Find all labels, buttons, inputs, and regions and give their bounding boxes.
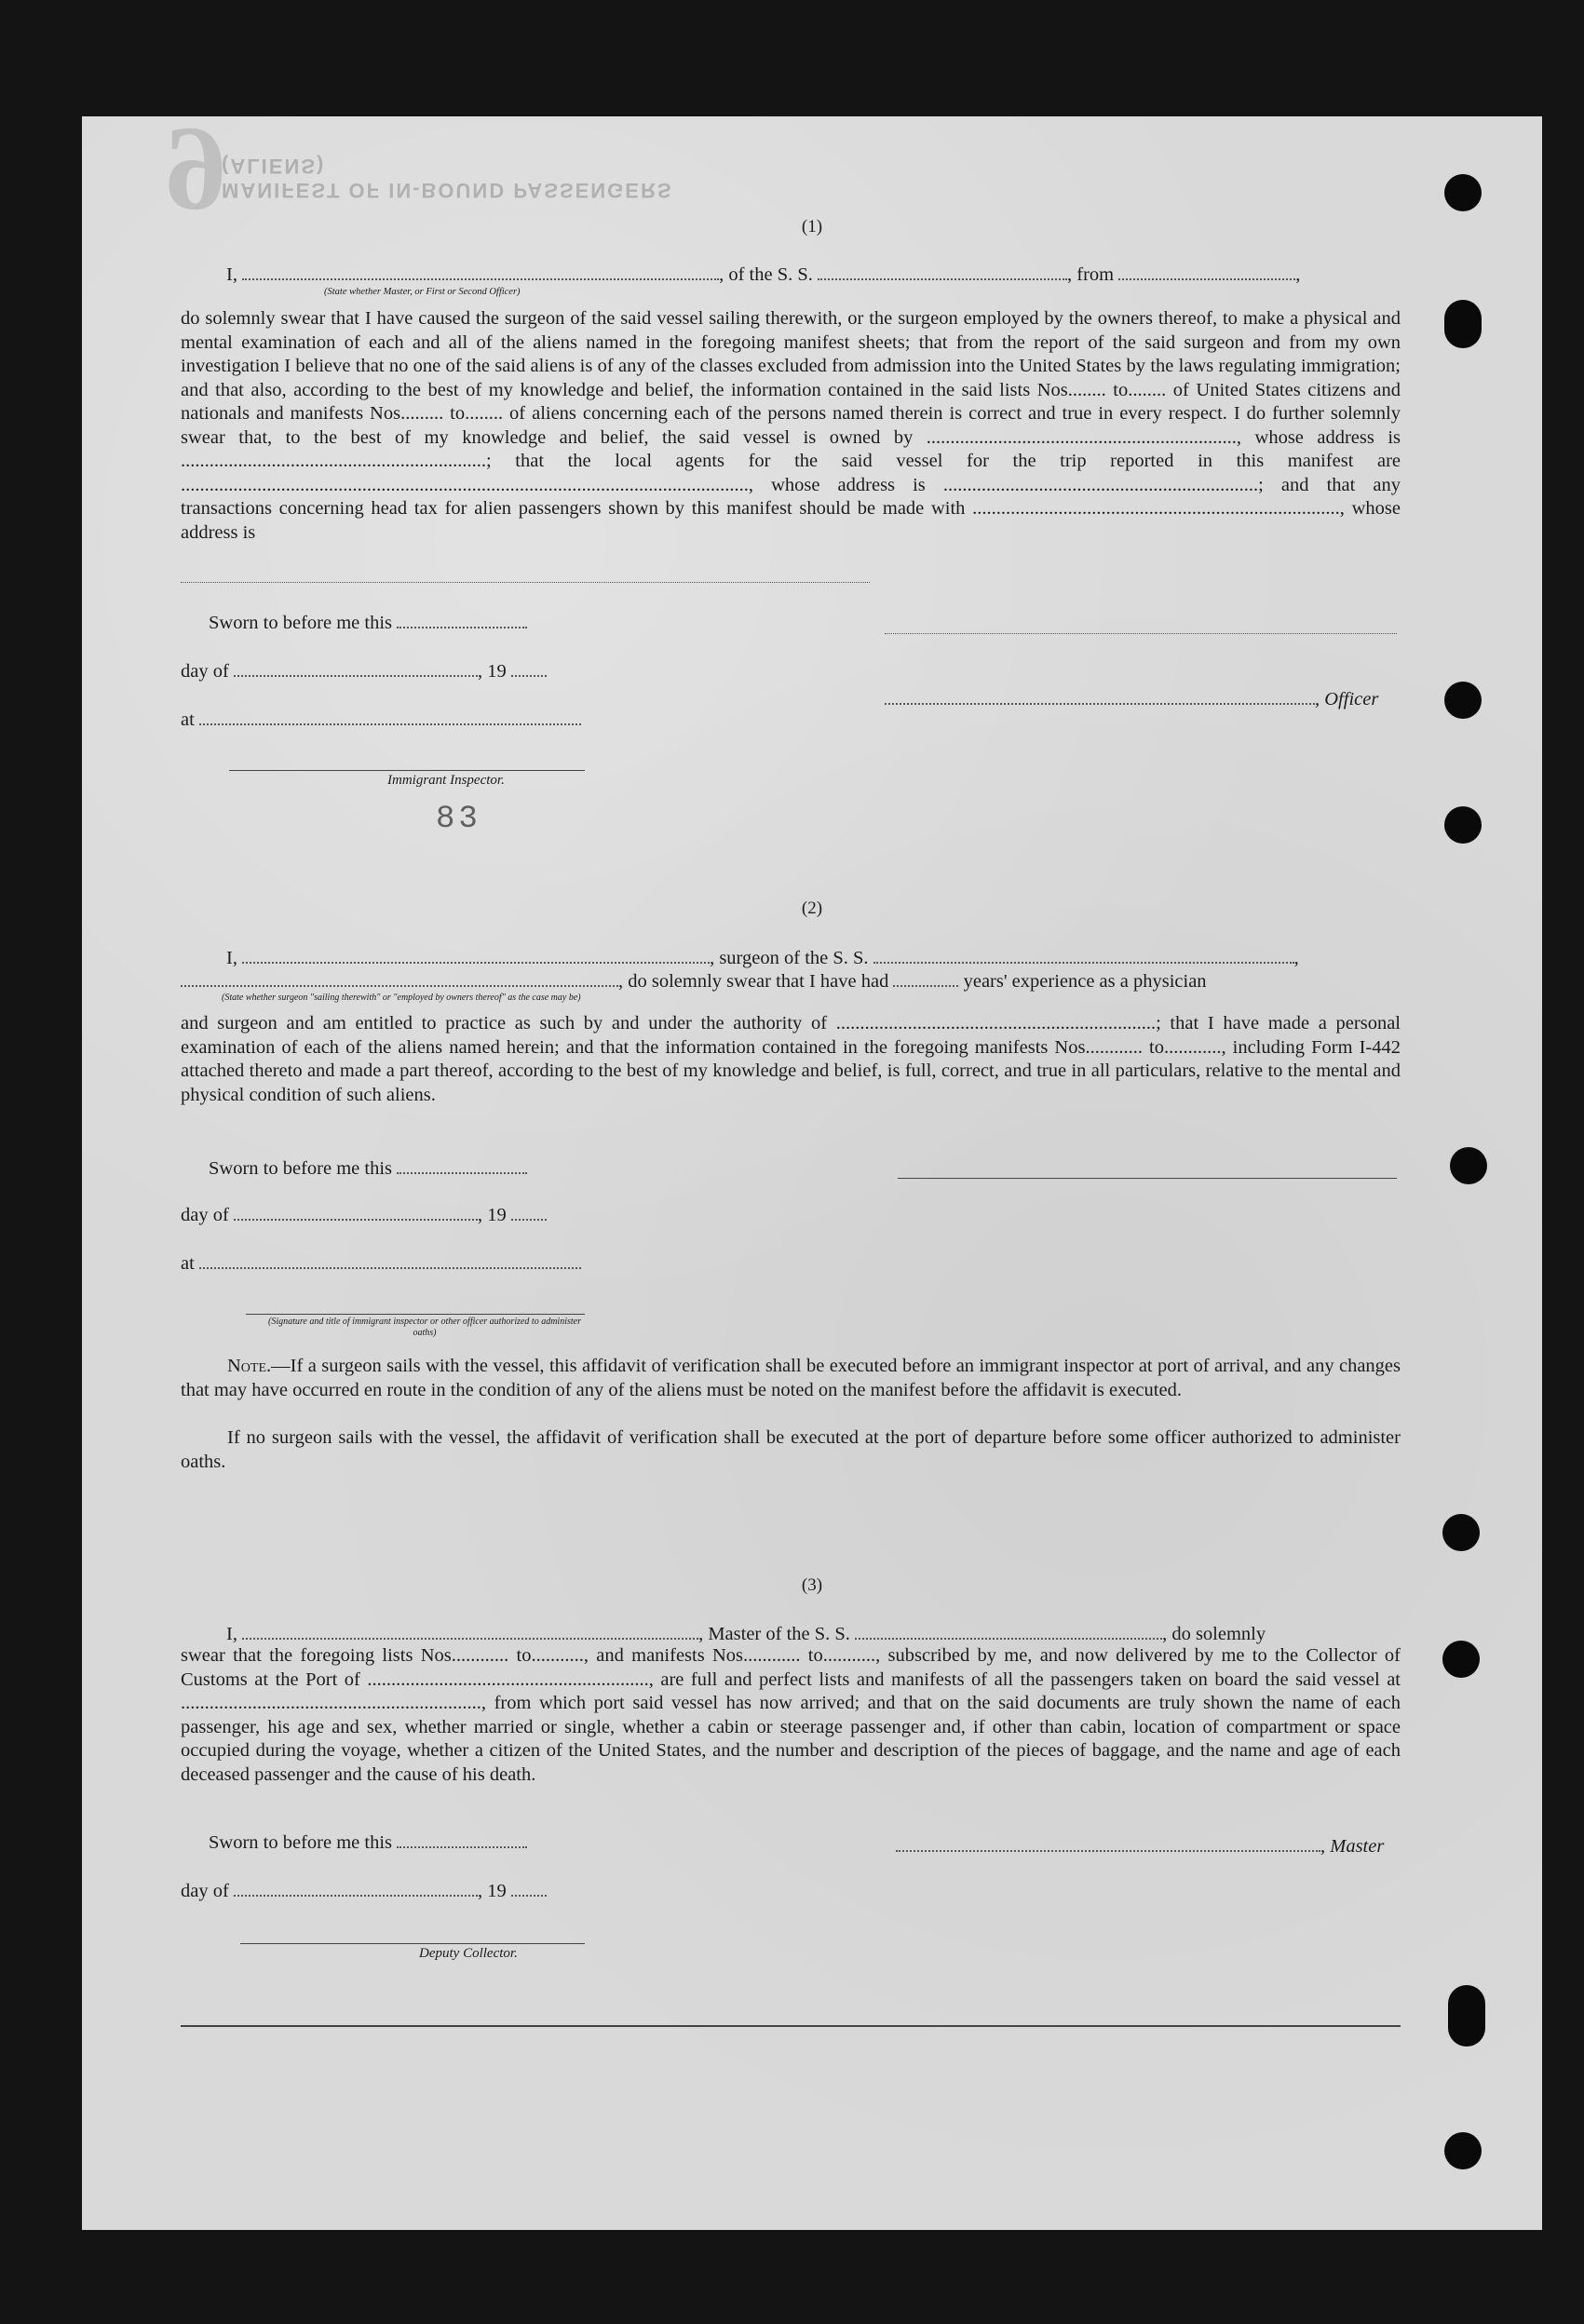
s3-sworn-blank (397, 1830, 527, 1848)
section-2-line2 (181, 968, 1207, 993)
section-2-line1 (226, 945, 1299, 969)
s3-i-label: I, (226, 1624, 237, 1644)
s1-officer-label: , Officer (1315, 689, 1379, 709)
s2-signature-note: (Signature and title of immigrant inspector or other officer authorized to administer oaths) (267, 1317, 581, 1338)
section-1-heading: (1) (801, 217, 823, 236)
s3-sworn-row (209, 1830, 527, 1854)
s2-day-blank (234, 1202, 478, 1221)
s1-day-row (181, 658, 547, 682)
section-3-line1 (226, 1621, 1266, 1645)
s3-day-label: day of (181, 1881, 229, 1901)
section-1-line1 (226, 262, 1300, 286)
s1-at-row (181, 707, 581, 731)
s2-year-blank (511, 1202, 547, 1221)
s2-ship-blank (873, 945, 1294, 964)
s3-sworn-label: Sworn to before me this (209, 1832, 392, 1853)
s3-name-blank (242, 1621, 698, 1640)
punch-hole (1442, 1641, 1480, 1678)
s2-note-label: Note. (227, 1356, 272, 1376)
s2-at-label: at (181, 1253, 195, 1274)
punch-hole (1442, 1514, 1480, 1551)
s3-deputy-label: Deputy Collector. (419, 1946, 518, 1961)
section-2-heading: (2) (801, 899, 823, 918)
s2-sworn-row (209, 1155, 527, 1180)
s1-year-blank (511, 658, 547, 677)
s1-i-label: I, (226, 264, 237, 285)
s2-at-blank (199, 1250, 581, 1269)
s2-type-blank (181, 968, 618, 987)
s3-day-blank (234, 1878, 478, 1897)
s1-sworn-blank (397, 610, 527, 628)
punch-hole (1444, 174, 1482, 211)
s3-line1-end: , do solemnly (1162, 1624, 1266, 1644)
s2-year-label: , 19 (477, 1205, 507, 1225)
s2-signature-line (246, 1314, 585, 1315)
ghost-number: 9 (166, 102, 228, 236)
s2-note (181, 1355, 1401, 1402)
s2-surgeon-label: , surgeon of the S. S. (710, 948, 869, 968)
s3-ship-blank (855, 1621, 1162, 1640)
s3-master-signature-blank (896, 1833, 1320, 1852)
s2-i-label: I, (226, 948, 237, 968)
s1-officer-row (885, 686, 1378, 710)
s2-at-row (181, 1250, 581, 1275)
ghost-title: MANIFEST OF IN-BOUND PASSENGERS (ALIENS) (222, 155, 673, 202)
s1-from-blank (1118, 262, 1295, 280)
punch-hole (1450, 1147, 1487, 1184)
s3-master-signature-label: , Master (1320, 1836, 1385, 1857)
s2-line1-end: , (1293, 948, 1299, 968)
s2-years-blank (893, 968, 958, 987)
s1-from-label: , from (1067, 264, 1115, 285)
punch-hole (1444, 2132, 1482, 2169)
s3-year-blank (511, 1878, 547, 1897)
s2-day-label: day of (181, 1205, 229, 1225)
s1-ship-label: , of the S. S. (719, 264, 813, 285)
s3-year-label: , 19 (477, 1881, 507, 1901)
section-3-body: swear that the foregoing lists Nos............ to..........., and manifests Nos............ to..........., subscribed by me, and now delivered by me to the Collector of Customs at the Port of ..........................................................., are full and perfect lists and manifests of all the passengers taken on board the said vessel at ..............................................................., from which port said vessel has now arrived; and that on the said documents are truly shown the name of each passenger, his age and sex, whether married or single, whether a cabin or steerage passenger and, if other than cabin, location of compartment or space occupied during the voyage, whether a citizen of the United States, and the number and description of the pieces of baggage, and the name and age of each deceased passenger and the cause of his death. (181, 1645, 1401, 1785)
s1-officer-blank (242, 262, 719, 280)
s1-officer-signature-line (885, 633, 1397, 634)
s1-master-note: (State whether Master, or First or Second Officer) (324, 287, 521, 297)
s2-swear-label: , do solemnly swear that I have had (618, 971, 889, 992)
s3-master-row (896, 1833, 1384, 1858)
s1-day-blank (234, 658, 478, 677)
s2-day-row (181, 1202, 547, 1226)
s1-at-blank (199, 707, 581, 725)
s2-surgeon-note: (State whether surgeon "sailing therewith" or "employed by owners thereof" as the case may be) (222, 993, 581, 1003)
s1-year-label: , 19 (477, 661, 507, 682)
section-2-body: and surgeon and am entitled to practice as such by and under the authority of ...................................................................; that I have made a personal examination of each of the aliens named herein; and that the information contained in the foregoing manifests Nos............ to............, including Form I-442 attached thereto and made a part thereof, according to the best of my knowledge and belief, is full, correct, and true in all particulars, relative to the mental and physical condition of such aliens. (181, 1013, 1401, 1105)
s1-day-label: day of (181, 661, 229, 682)
document-page (82, 102, 1542, 2230)
s2-note2: If no surgeon sails with the vessel, the affidavit of verification shall be executed at the port of departure before some officer authorized to administer oaths. (181, 1427, 1401, 1472)
punch-hole (1444, 806, 1482, 844)
s1-sworn-label: Sworn to before me this (209, 613, 392, 633)
section-1-body: do solemnly swear that I have caused the surgeon of the said vessel sailing therewith, or the surgeon employed by the owners thereof, to make a physical and mental examination of each and all of the aliens named in the foregoing manifest sheets; that from the report of the said surgeon and from my own investigation I believe that no one of the said aliens is of any of the classes excluded from admission into the United States by the laws regulating immigration; and that also, according to the best of my knowledge and belief, the information contained in the said lists Nos........ to........ of United States citizens and nationals and manifests Nos......... to........ of aliens concerning each of the persons named therein is correct and true in every respect. I do further solemnly swear that, to the best of my knowledge and belief, the said vessel is owned by ................................................................., whose address is ................................................................; that the local agents for the said vessel for the trip reported in this manifest are ......................................................................................................................., whose address is ..................................................................; and that any transactions concerning head tax for alien passengers shown by this manifest should be made with ............................................................................., whose address is (181, 308, 1401, 543)
punch-hole (1448, 1985, 1485, 2047)
s1-line1-end: , (1295, 264, 1301, 285)
bottom-rule (181, 2025, 1401, 2027)
s2-sworn-blank (397, 1155, 527, 1174)
s1-address-blank (181, 582, 870, 583)
s2-sworn-label: Sworn to before me this (209, 1158, 392, 1179)
s1-at-label: at (181, 709, 195, 730)
s3-deputy-line (240, 1943, 585, 1944)
s1-ship-blank (818, 262, 1067, 280)
s1-officer-title-blank (885, 686, 1315, 705)
s1-sworn-row (209, 610, 527, 634)
s2-note-text: —If a surgeon sails with the vessel, this affidavit of verification shall be executed before an immigrant inspector at port of arrival, and any changes that may have occurred en route in the condition of any of the aliens must be noted on the manifest before the affidavit is executed. (181, 1356, 1401, 1400)
s2-name-blank (242, 945, 710, 964)
s1-stamp: 83 (436, 802, 481, 837)
s2-surgeon-signature-line (898, 1178, 1397, 1179)
ghost-bleedthrough (166, 102, 743, 236)
s2-years-label: years' experience as a physician (963, 971, 1207, 992)
s3-day-row (181, 1878, 547, 1902)
s1-inspector-label: Immigrant Inspector. (387, 773, 505, 788)
punch-hole (1444, 682, 1482, 719)
section-3-heading: (3) (801, 1575, 823, 1595)
s1-inspector-line (229, 770, 585, 771)
punch-hole (1444, 300, 1482, 348)
s3-master-label: , Master of the S. S. (698, 1624, 850, 1644)
